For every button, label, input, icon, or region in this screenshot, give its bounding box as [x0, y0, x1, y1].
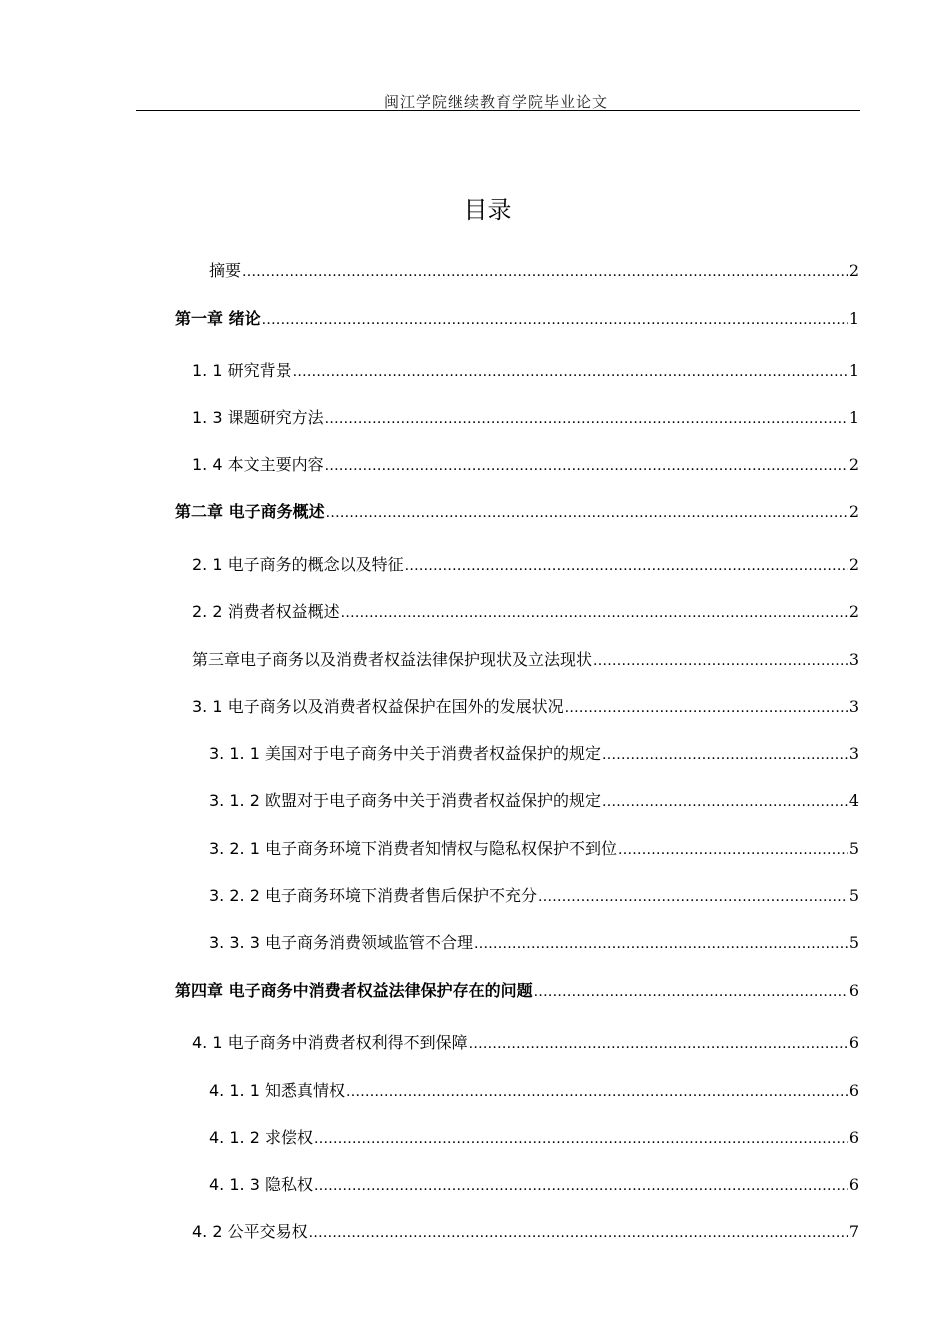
- page-header: 闽江学院继续教育学院毕业论文: [383, 93, 608, 111]
- dot-leader: [293, 364, 848, 380]
- toc-entry-page: 5: [848, 933, 859, 952]
- toc-entry-page: 1: [848, 361, 859, 380]
- toc-entry-4-1-3[interactable]: [209, 1172, 859, 1194]
- dot-leader: [325, 458, 848, 474]
- dot-leader: [341, 605, 848, 621]
- toc-entry-page: 2: [848, 502, 859, 521]
- toc-entry-3-1-1[interactable]: [209, 741, 859, 763]
- toc-title: 目录: [463, 196, 512, 224]
- dot-leader: [242, 264, 848, 280]
- toc-entry-page: 3: [848, 650, 859, 669]
- toc-entry-label: 摘要: [209, 261, 242, 280]
- dot-leader: [474, 936, 848, 952]
- dot-leader: [602, 794, 848, 810]
- toc-entry-label: 2. 2 消费者权益概述: [192, 602, 340, 621]
- toc-entry-4-1-1[interactable]: [209, 1078, 859, 1100]
- dot-leader: [534, 984, 848, 1000]
- toc-entry-page: 6: [848, 1175, 859, 1194]
- dot-leader: [538, 889, 848, 905]
- toc-entry-3-3-3[interactable]: [209, 930, 859, 952]
- toc-entry-3-1-2[interactable]: [209, 788, 859, 810]
- toc-entry-page: 6: [848, 1128, 859, 1147]
- toc-entry-page: 2: [848, 261, 859, 280]
- toc-entry-1-3[interactable]: [192, 405, 859, 427]
- toc-entry-label: 3. 2. 1 电子商务环境下消费者知情权与隐私权保护不到位: [209, 839, 617, 858]
- toc-entry-label: 4. 2 公平交易权: [192, 1222, 308, 1241]
- toc-entry-label: 第三章电子商务以及消费者权益法律保护现状及立法现状: [192, 650, 593, 669]
- toc-entry-page: 6: [848, 1033, 859, 1052]
- dot-leader: [325, 411, 848, 427]
- toc-entry-label: 第二章 电子商务概述: [175, 502, 325, 521]
- toc-entry-label: 1. 3 课题研究方法: [192, 408, 324, 427]
- toc-entry-1-4[interactable]: [192, 452, 859, 474]
- toc-entry-label: 3. 1 电子商务以及消费者权益保护在国外的发展状况: [192, 697, 564, 716]
- toc-entry-label: 4. 1. 1 知悉真情权: [209, 1081, 345, 1100]
- dot-leader: [314, 1131, 848, 1147]
- toc-entry-4-1[interactable]: [192, 1030, 859, 1052]
- toc-entry-label: 第四章 电子商务中消费者权益法律保护存在的问题: [175, 981, 533, 1000]
- toc-entry-label: 4. 1. 2 求偿权: [209, 1128, 313, 1147]
- dot-leader: [314, 1178, 848, 1194]
- toc-entry-3-2-1[interactable]: [209, 836, 859, 858]
- toc-entry-page: 6: [848, 981, 859, 1000]
- toc-entry-label: 1. 4 本文主要内容: [192, 455, 324, 474]
- toc-entry-page: 2: [848, 602, 859, 621]
- dot-leader: [326, 505, 848, 521]
- toc-entry-chapter-3[interactable]: [192, 647, 859, 669]
- dot-leader: [309, 1225, 848, 1241]
- toc-entry-chapter-1[interactable]: [175, 306, 859, 328]
- toc-entry-page: 3: [848, 744, 859, 763]
- toc-entry-3-1[interactable]: [192, 694, 859, 716]
- toc-entry-2-1[interactable]: [192, 552, 859, 574]
- dot-leader: [262, 312, 848, 328]
- toc-entry-2-2[interactable]: [192, 599, 859, 621]
- dot-leader: [469, 1036, 848, 1052]
- dot-leader: [405, 558, 848, 574]
- toc-entry-page: 2: [848, 555, 859, 574]
- toc-entry-page: 3: [848, 697, 859, 716]
- toc-entry-chapter-4[interactable]: [175, 978, 859, 1000]
- toc-entry-4-1-2[interactable]: [209, 1125, 859, 1147]
- toc-entry-label: 3. 2. 2 电子商务环境下消费者售后保护不充分: [209, 886, 537, 905]
- toc-entry-abstract[interactable]: [209, 258, 859, 280]
- dot-leader: [618, 842, 848, 858]
- toc-entry-1-1[interactable]: [192, 358, 859, 380]
- toc-entry-3-2-2[interactable]: [209, 883, 859, 905]
- toc-entry-page: 1: [848, 408, 859, 427]
- dot-leader: [346, 1084, 848, 1100]
- toc-entry-page: 6: [848, 1081, 859, 1100]
- toc-entry-4-2[interactable]: [192, 1219, 859, 1241]
- toc-entry-page: 2: [848, 455, 859, 474]
- toc-entry-label: 4. 1 电子商务中消费者权利得不到保障: [192, 1033, 468, 1052]
- toc-entry-label: 3. 1. 1 美国对于电子商务中关于消费者权益保护的规定: [209, 744, 601, 763]
- toc-entry-label: 1. 1 研究背景: [192, 361, 292, 380]
- toc-entry-label: 第一章 绪论: [175, 309, 261, 328]
- dot-leader: [565, 700, 848, 716]
- toc-entry-label: 4. 1. 3 隐私权: [209, 1175, 313, 1194]
- toc-entry-label: 2. 1 电子商务的概念以及特征: [192, 555, 404, 574]
- toc-entry-label: 3. 1. 2 欧盟对于电子商务中关于消费者权益保护的规定: [209, 791, 601, 810]
- toc-entry-page: 5: [848, 839, 859, 858]
- toc-entry-page: 4: [848, 791, 859, 810]
- toc-entry-page: 7: [848, 1222, 859, 1241]
- toc-entry-page: 1: [848, 309, 859, 328]
- dot-leader: [602, 747, 848, 763]
- dot-leader: [593, 653, 848, 669]
- toc-entry-chapter-2[interactable]: [175, 499, 859, 521]
- toc-entry-label: 3. 3. 3 电子商务消费领域监管不合理: [209, 933, 473, 952]
- toc-entry-page: 5: [848, 886, 859, 905]
